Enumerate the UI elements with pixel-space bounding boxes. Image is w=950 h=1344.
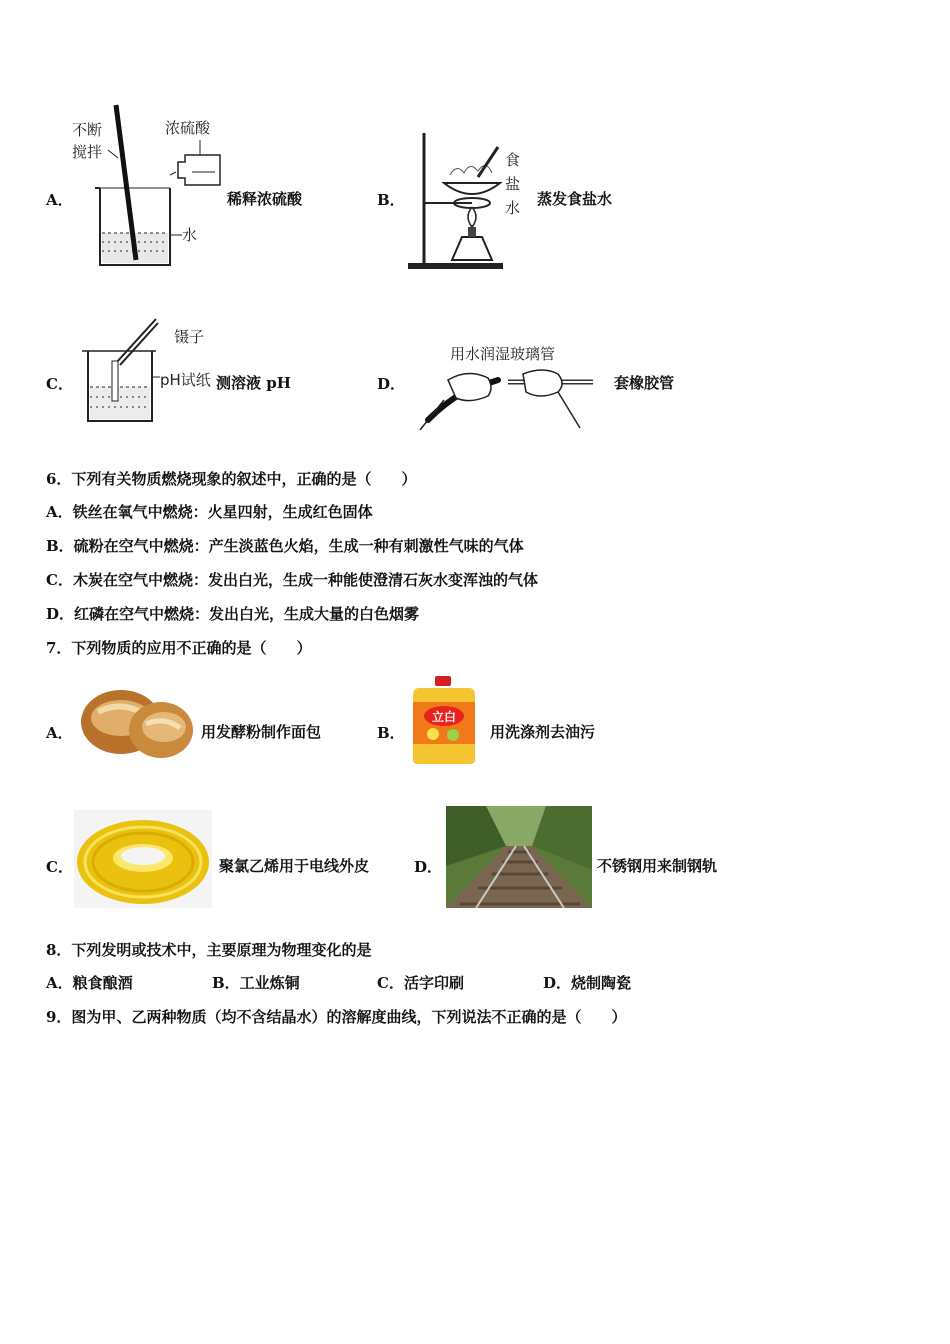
option-caption-c: 测溶液 pH: [216, 374, 291, 392]
detergent-bottle-image: [405, 672, 483, 766]
q8-option-c: C．活字印刷: [377, 974, 464, 992]
option-caption-b: 蒸发食盐水: [537, 190, 613, 208]
q7-caption-b: 用洗涤剂去油污: [490, 723, 596, 741]
q7-caption-c: 聚氯乙烯用于电线外皮: [219, 857, 370, 875]
label-wet-tube: 用水润湿玻璃管: [450, 345, 556, 363]
bread-image: [76, 672, 196, 764]
q7-letter-d: D．: [414, 858, 443, 876]
q7-letter-b: B．: [377, 724, 405, 742]
option-letter-a: A．: [46, 191, 73, 209]
label-salt-2: 盐: [505, 175, 521, 193]
label-salt-3: 水: [505, 199, 521, 217]
q6-option-d: D．红磷在空气中燃烧：发出白光，生成大量的白色烟雾: [46, 605, 420, 623]
label-tweezers: 镊子: [174, 328, 205, 346]
q7-letter-a: A．: [46, 724, 73, 742]
measure-ph-figure: [76, 315, 216, 427]
option-letter-c: C．: [46, 375, 73, 393]
detergent-brand: 立白: [431, 710, 457, 724]
q8-option-d: D．烧制陶瓷: [543, 974, 632, 992]
railway-track-image: [446, 806, 592, 908]
q7-letter-c: C．: [46, 858, 73, 876]
wire-coil-image: [74, 810, 212, 908]
q8-option-a: A．粮食酿酒: [46, 974, 133, 992]
option-caption-a: 稀释浓硫酸: [227, 190, 303, 208]
q7-stem: 7．下列物质的应用不正确的是（ ）: [46, 639, 312, 657]
option-caption-d: 套橡胶管: [614, 374, 675, 392]
label-water: 水: [182, 226, 198, 244]
q8-stem: 8．下列发明或技术中，主要原理为物理变化的是: [46, 941, 372, 959]
label-stir-2: 搅拌: [72, 143, 103, 161]
label-ph-paper: pH试纸: [160, 371, 211, 389]
q7-caption-a: 用发酵粉制作面包: [201, 723, 322, 741]
evaporate-salt-water-figure: [402, 125, 532, 273]
q7-caption-d: 不锈钢用来制钢轨: [597, 857, 718, 875]
q6-option-c: C．木炭在空气中燃烧：发出白光，生成一种能使澄清石灰水变浑浊的气体: [46, 571, 538, 589]
label-conc-acid: 浓硫酸: [165, 119, 211, 137]
q6-option-a: A．铁丝在氧气中燃烧：火星四射，生成红色固体: [46, 503, 373, 521]
option-letter-b: B．: [377, 191, 405, 209]
q9-stem: 9．图为甲、乙两种物质（均不含结晶水）的溶解度曲线，下列说法不正确的是（ ）: [46, 1008, 627, 1026]
dilute-sulfuric-acid-figure: [70, 100, 230, 270]
q8-option-b: B．工业炼铜: [212, 974, 300, 992]
option-letter-d: D．: [377, 375, 406, 393]
label-stir-1: 不断: [72, 121, 103, 139]
insert-rubber-tube-figure: [408, 340, 598, 432]
label-salt-1: 食: [505, 151, 521, 169]
q6-option-b: B．硫粉在空气中燃烧：产生淡蓝色火焰，生成一种有刺激性气味的气体: [46, 537, 524, 555]
q6-stem: 6．下列有关物质燃烧现象的叙述中，正确的是（ ）: [46, 470, 417, 488]
